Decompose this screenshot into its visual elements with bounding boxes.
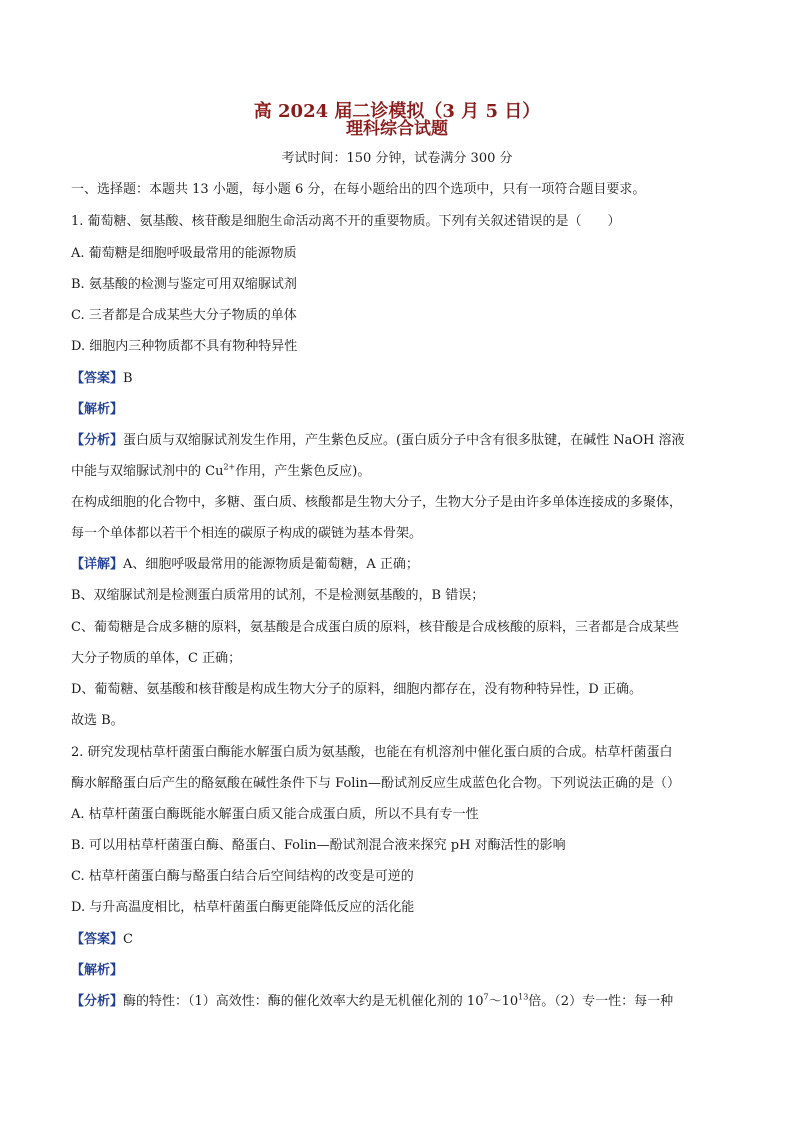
analysis-tag: 【解析】 xyxy=(71,963,124,978)
q1-option-b: B. 氨基酸的检测与鉴定可用双缩脲试剂 xyxy=(71,277,297,292)
q2-option-b: B. 可以用枯草杆菌蛋白酶、酪蛋白、Folin—酚试剂混合液来探究 pH 对酶活性的影响 xyxy=(71,838,566,853)
answer-tag: 【答案】 xyxy=(71,932,124,947)
q2-stem-line-1: 2. 研究发现枯草杆菌蛋白酶能水解蛋白质为氨基酸，也能在有机溶剂中催化蛋白质的合成。枯草杆菌蛋白 xyxy=(71,745,673,760)
exam-info: 考试时间：150 分钟，试卷满分 300 分 xyxy=(281,151,513,166)
q1-stem: 1. 葡萄糖、氨基酸、核苷酸是细胞生命活动离不开的重要物质。下列有关叙述错误的是（ ） xyxy=(71,214,621,229)
detail-tag: 【详解】 xyxy=(71,557,124,572)
q2-option-d: D. 与升高温度相比，枯草杆菌蛋白酶更能降低反应的活化能 xyxy=(71,900,415,915)
q2-analysis-heading xyxy=(71,962,731,980)
q1-conclusion: 故选 B。 xyxy=(71,713,124,728)
q2-answer-value: C xyxy=(123,932,133,947)
q1-fenxi-text-2b: 作用，产生紫色反应)。 xyxy=(235,464,371,479)
q1-fenxi-line-2 xyxy=(71,463,731,481)
q2-option-a: A. 枯草杆菌蛋白酶既能水解蛋白质又能合成蛋白质，所以不具有专一性 xyxy=(71,807,479,822)
q1-detail-line-1 xyxy=(71,556,731,574)
q1-option-a: A. 葡萄糖是细胞呼吸最常用的能源物质 xyxy=(71,246,297,261)
document-subtitle: 理科综合试题 xyxy=(346,119,448,139)
q1-fenxi-line-4: 每一个单体都以若干个相连的碳原子构成的碳链为基本骨架。 xyxy=(71,526,423,541)
q1-fenxi-text-2a: 中能与双缩脲试剂中的 Cu xyxy=(71,464,224,479)
analysis-tag: 【解析】 xyxy=(71,402,124,417)
document-title: 高 2024 届二诊模拟（3 月 5 日） xyxy=(253,101,541,122)
q2-fenxi-sup-1: 7 xyxy=(483,992,489,1002)
q1-detail-text-1: A、细胞呼吸最常用的能源物质是葡萄糖，A 正确； xyxy=(123,557,419,572)
q1-fenxi-line-1 xyxy=(71,432,731,450)
q1-option-d: D. 细胞内三种物质都不具有物种特异性 xyxy=(71,339,298,354)
q2-fenxi-text-b: ～10 xyxy=(488,994,519,1009)
q1-analysis-heading xyxy=(71,401,731,419)
q1-answer-value: B xyxy=(123,371,133,386)
q1-fenxi-line-3: 在构成细胞的化合物中，多糖、蛋白质、核酸都是生物大分子，生物大分子是由许多单体连接成的多聚体， xyxy=(71,495,683,510)
q2-fenxi-text-c: 倍。（2）专一性：每一种 xyxy=(528,994,674,1009)
q2-fenxi-line-1 xyxy=(71,993,731,1011)
q1-detail-line-2: B、双缩脲试剂是检测蛋白质常用的试剂，不是检测氨基酸的，B 错误； xyxy=(71,588,485,603)
q2-stem-line-2: 酶水解酪蛋白后产生的酪氨酸在碱性条件下与 Folin—酚试剂反应生成蓝色化合物。下列说法正确的是（） xyxy=(71,776,680,791)
q1-fenxi-text-1: 蛋白质与双缩脲试剂发生作用，产生紫色反应。(蛋白质分子中含有很多肽键，在碱性 NaOH 溶液 xyxy=(123,433,685,448)
q1-fenxi-sup: 2+ xyxy=(223,462,236,472)
q1-option-c: C. 三者都是合成某些大分子物质的单体 xyxy=(71,308,297,323)
section-heading: 一、选择题：本题共 13 小题，每小题 6 分，在每小题给出的四个选项中，只有一项符合题目要求。 xyxy=(71,182,646,197)
answer-tag: 【答案】 xyxy=(71,371,124,386)
q1-answer xyxy=(71,370,731,388)
q1-detail-line-3: C、葡萄糖是合成多糖的原料，氨基酸是合成蛋白质的原料，核苷酸是合成核酸的原料，三者都是合成某些 xyxy=(71,620,679,635)
q2-option-c: C. 枯草杆菌蛋白酶与酪蛋白结合后空间结构的改变是可逆的 xyxy=(71,869,414,884)
q1-detail-line-4: 大分子物质的单体，C 正确； xyxy=(71,651,242,666)
q2-answer xyxy=(71,931,731,949)
q2-fenxi-sup-2: 13 xyxy=(518,992,529,1002)
q2-fenxi-text-a: 酶的特性：（1）高效性：酶的催化效率大约是无机催化剂的 10 xyxy=(123,994,484,1009)
fenxi-tag: 【分析】 xyxy=(71,433,124,448)
q1-detail-line-5: D、葡萄糖、氨基酸和核苷酸是构成生物大分子的原料，细胞内都存在，没有物种特异性，D 正确。 xyxy=(71,682,642,697)
fenxi-tag: 【分析】 xyxy=(71,994,124,1009)
